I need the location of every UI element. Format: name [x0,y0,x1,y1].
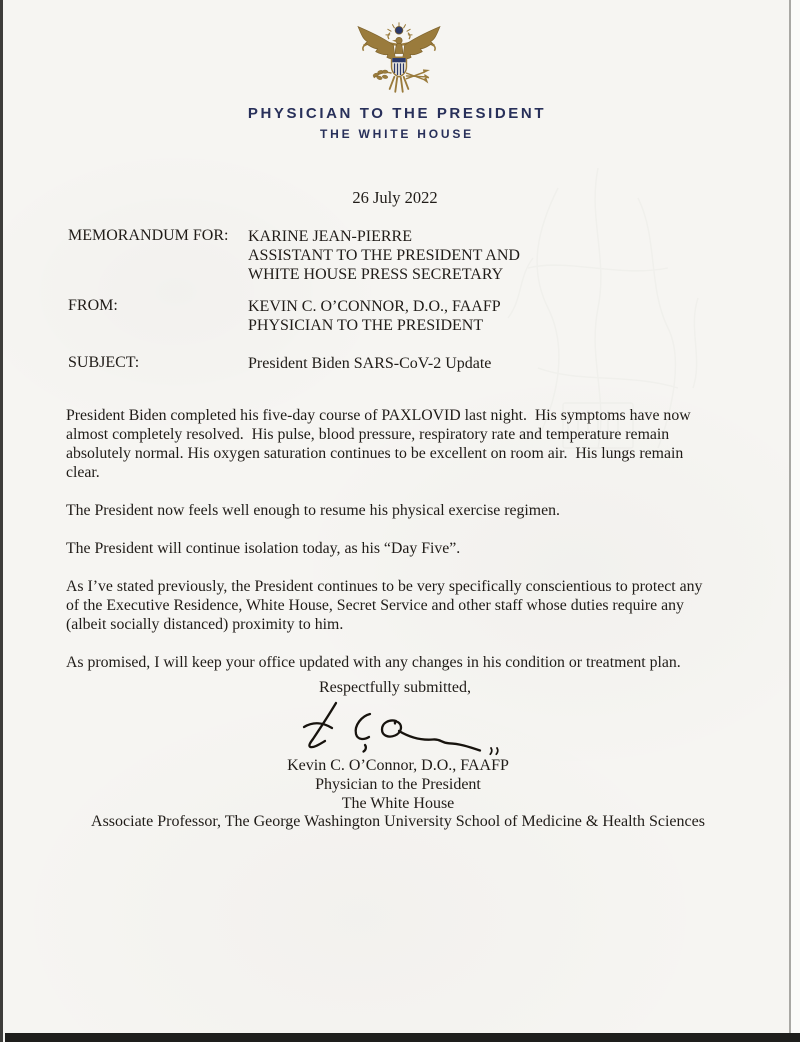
memo-field-value: KEVIN C. O’CONNOR, D.O., FAAFP PHYSICIAN TO THE PRESIDENT [248,298,501,334]
scan-edge-bottom [5,1033,800,1042]
handwritten-signature-icon [290,697,520,759]
closing-salutation: Respectfully submitted, [319,679,471,696]
body-paragraph: The President will continue isolation today, as his “Day Five”. [66,540,461,557]
scan-edge-right-line [789,0,791,1042]
scan-edge-left [0,0,3,1042]
memo-date: 26 July 2022 [352,188,438,207]
signer-affiliation: Associate Professor, The George Washington University School of Medicine & Health Sciences [91,813,705,831]
body-paragraph: President Biden completed his five-day course of PAXLOVID last night. His symptoms have now almost completely resolved. His pulse, blood pressure, respiratory rate and temperature remain absolutely normal. His oxygen saturation continues to be excellent on room air. His lungs remain clear. [66,407,691,481]
signer-title: Physician to the President [315,775,481,793]
memo-header-fields [68,227,768,373]
signer-name: Kevin C. O’Connor, D.O., FAAFP [287,757,509,774]
memo-field-from [68,297,768,335]
memo-field-subject [68,354,768,373]
memo-field-recipient [68,227,768,284]
scan-edge-right-margin [791,0,800,1042]
memo-field-value: President Biden SARS-CoV-2 Update [248,355,492,372]
memo-field-value: KARINE JEAN-PIERRE ASSISTANT TO THE PRESIDENT AND WHITE HOUSE PRESS SECRETARY [248,228,520,283]
signature-block [0,757,796,832]
letterhead-subtitle: THE WHITE HOUSE [319,127,474,141]
memo-field-label: SUBJECT: [68,354,140,371]
letterhead-title: PHYSICIAN TO THE PRESIDENT [247,105,547,122]
memo-body [66,406,774,691]
body-paragraph: The President now feels well enough to resume his physical exercise regimen. [66,502,560,519]
signer-organization: The White House [341,794,455,812]
memo-field-label: FROM: [68,297,118,314]
presidential-seal-icon [352,20,446,102]
body-paragraph: As I’ve stated previously, the President continues to be very specifically conscientious to protect any of the Executive Residence, White House, Secret Service and other staff whose duties require any (albeit socially distanced) proximity to him. [66,578,703,633]
body-paragraph: As promised, I will keep your office updated with any changes in his condition or treatment plan. [66,654,681,671]
memo-field-label: MEMORANDUM FOR: [68,227,229,244]
